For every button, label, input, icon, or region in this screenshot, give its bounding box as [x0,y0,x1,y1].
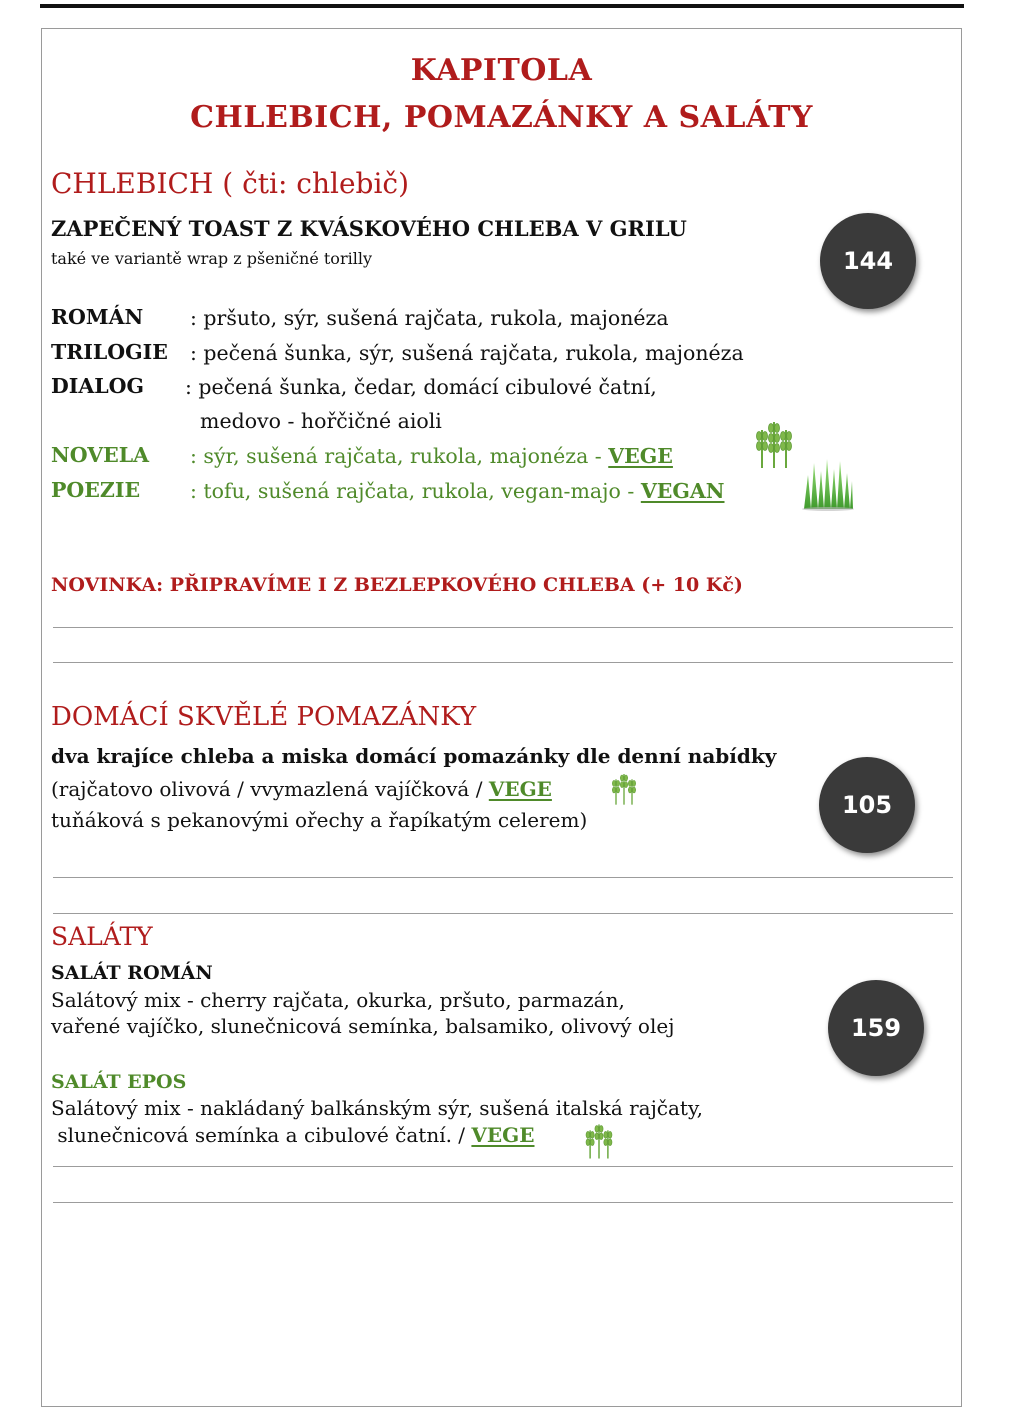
divider [53,877,953,878]
novinka-notice: NOVINKA: PŘIPRAVÍME I Z BEZLEPKOVÉHO CHLEBA (+ 10 Kč) [51,574,743,596]
vege-tag: VEGE [488,777,552,801]
item-name-poezie: POEZIE [51,478,141,502]
vege-tag: VEGE [471,1123,535,1147]
pomazanky-line1-text: (rajčatovo olivová / vvymazlená vajíčková / [51,777,489,801]
wheat-icon [584,1120,614,1160]
item-name-novela: NOVELA [51,443,150,467]
vege-tag: VEGE [608,444,673,468]
section-heading-chlebich: CHLEBICH ( čti: chlebič) [51,167,410,200]
item-desc-trilogie: : pečená šunka, sýr, sušená rajčata, rukola, majonéza [190,341,744,365]
price-badge-salaty: 159 [828,980,924,1076]
salat-epos-line1: Salátový mix - nakládaný balkánským sýr, sušená italská rajčaty, [51,1096,703,1120]
item-desc-dialog: : pečená šunka, čedar, domácí cibulové čatní, [185,375,657,399]
salat-epos-name: SALÁT EPOS [51,1071,187,1093]
divider [53,1202,953,1203]
chlebich-note: také ve variantě wrap z pšeničné torilly [51,249,372,268]
item-desc-dialog-line2: medovo - hořčičné aioli [200,409,442,433]
item-desc-poezie-text: : tofu, sušená rajčata, rukola, vegan-majo - [190,479,641,503]
salat-roman-line1: Salátový mix - cherry rajčata, okurka, pršuto, parmazán, [51,988,625,1012]
salat-roman-name: SALÁT ROMÁN [51,962,213,984]
item-desc-poezie [190,479,725,503]
section-heading-pomazanky: DOMÁCÍ SKVĚLÉ POMAZÁNKY [51,702,477,732]
item-desc-novela-text: : sýr, sušená rajčata, rukola, majonéza - [190,444,609,468]
pomazanky-line2: tuňáková s pekanovými ořechy a řapíkatým celerem) [51,808,588,832]
divider [53,662,953,663]
wheat-icon [754,416,794,470]
pomazanky-line1 [51,777,552,801]
grass-icon [802,455,854,511]
page-title-line2: CHLEBICH, POMAZÁNKY A SALÁTY [190,100,813,135]
wheat-icon [610,770,638,806]
item-desc-novela [190,444,673,468]
chlebich-subtitle: ZAPEČENÝ TOAST Z KVÁSKOVÉHO CHLEBA V GRILU [51,216,687,241]
pomazanky-subtitle: dva krajíce chleba a miska domácí pomazánky dle denní nabídky [51,744,777,768]
item-name-trilogie: TRILOGIE [51,340,168,364]
item-desc-roman: : pršuto, sýr, sušená rajčata, rukola, majonéza [190,306,669,330]
salat-epos-line2-text: slunečnicová semínka a cibulové čatní. / [51,1123,472,1147]
salat-epos-line2 [51,1123,535,1147]
page-title-line1: KAPITOLA [410,53,593,88]
vegan-tag: VEGAN [640,479,725,503]
price-badge-pomazanky: 105 [819,757,915,853]
section-heading-salaty: SALÁTY [51,922,153,951]
price-badge-chlebich: 144 [820,213,916,309]
divider [53,1166,953,1167]
top-rule [40,4,964,8]
item-name-dialog: DIALOG [51,374,145,398]
divider [53,913,953,914]
divider [53,627,953,628]
item-name-roman: ROMÁN [51,305,144,329]
salat-roman-line2: vařené vajíčko, slunečnicová semínka, balsamiko, olivový olej [51,1014,675,1038]
